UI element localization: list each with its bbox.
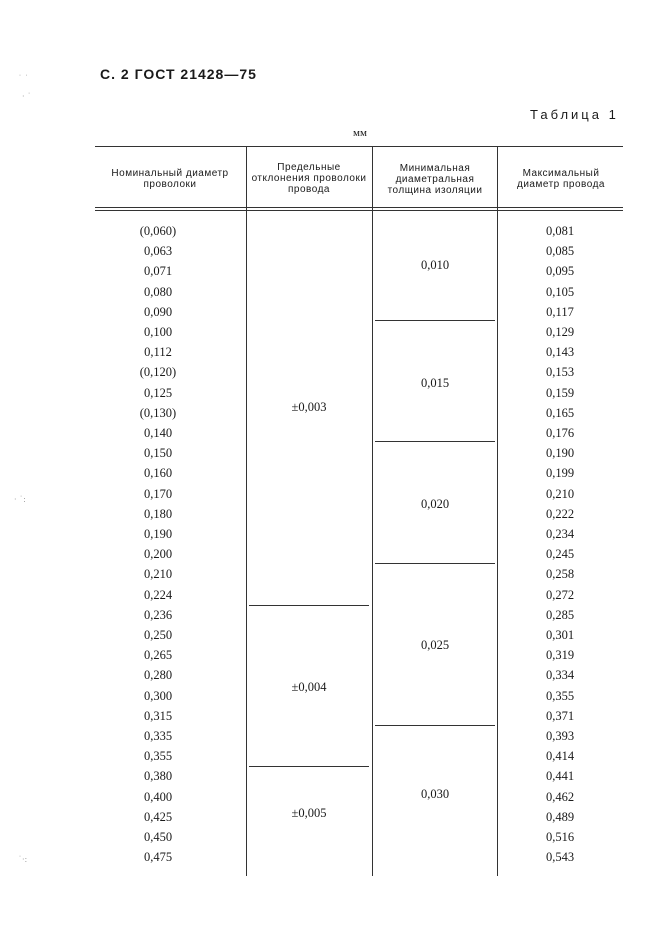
nominal-cell: 0,355: [143, 749, 173, 764]
max-diameter-cell: 0,095: [545, 264, 575, 279]
scan-speck: ˙·:: [18, 855, 28, 864]
max-diameter-cell: 0,285: [545, 607, 575, 622]
max-diameter-cell: 0,301: [545, 628, 575, 642]
max-diameter-cell: 0,234: [545, 527, 575, 541]
nominal-cell: 0,180: [143, 506, 173, 521]
nominal-cell: 0,300: [143, 688, 173, 703]
nominal-cell: 0,140: [143, 426, 173, 440]
column-divider: [372, 146, 373, 876]
column-header-max-diameter: Максимальный диаметр провода: [517, 168, 605, 190]
nominal-cell: 0,112: [144, 345, 172, 360]
insulation-cell: 0,020: [420, 497, 450, 511]
insulation-group-rule: [375, 563, 495, 564]
nominal-cell: 0,071: [143, 264, 173, 279]
nominal-cell: 0,425: [143, 809, 173, 824]
nominal-cell: 0,224: [143, 587, 173, 602]
nominal-cell: 0,080: [143, 284, 173, 299]
max-diameter-cell: 0,129: [545, 325, 575, 339]
nominal-cell: 0,160: [143, 466, 173, 481]
table-top-rule: [95, 146, 623, 147]
nominal-cell: 0,150: [143, 446, 173, 461]
max-diameter-cell: 0,085: [545, 244, 575, 259]
nominal-cell: 0,400: [143, 789, 173, 804]
insulation-cell: 0,030: [420, 787, 450, 801]
max-diameter-cell: 0,543: [545, 850, 575, 865]
insulation-group-rule: [375, 320, 495, 321]
nominal-cell: (0,130): [139, 405, 177, 420]
nominal-cell: 0,280: [143, 668, 173, 683]
max-diameter-cell: 0,258: [545, 567, 575, 582]
units-label: мм: [353, 127, 367, 139]
max-diameter-cell: 0,117: [546, 304, 574, 319]
max-diameter-cell: 0,143: [545, 345, 575, 360]
insulation-group-rule: [375, 441, 495, 442]
max-diameter-cell: 0,272: [545, 587, 575, 602]
nominal-cell: 0,475: [143, 850, 173, 865]
nominal-cell: 0,170: [143, 486, 173, 501]
max-diameter-cell: 0,393: [545, 729, 575, 743]
tolerance-group-rule: [249, 766, 369, 767]
column-divider: [246, 146, 247, 876]
max-diameter-cell: 0,199: [545, 466, 575, 481]
insulation-group-rule: [375, 725, 495, 726]
nominal-cell: 0,450: [143, 830, 173, 844]
max-diameter-cell: 0,105: [545, 284, 575, 299]
scan-speck: · ˙:: [14, 495, 26, 504]
max-diameter-cell: 0,441: [545, 769, 575, 784]
insulation-cell: 0,010: [420, 258, 450, 272]
tolerance-cell: ±0,005: [291, 806, 327, 820]
max-diameter-cell: 0,165: [545, 405, 575, 420]
column-header-insulation: Минимальная диаметральная толщина изоляции: [387, 163, 483, 196]
scan-speck: · ˙: [22, 92, 32, 101]
scan-speck: ˙ ˙: [18, 74, 29, 83]
insulation-cell: 0,015: [420, 376, 450, 390]
tolerance-group-rule: [249, 605, 369, 606]
max-diameter-cell: 0,371: [545, 708, 575, 723]
max-diameter-cell: 0,319: [545, 648, 575, 663]
max-diameter-cell: 0,190: [545, 446, 575, 461]
nominal-cell: 0,125: [143, 385, 173, 400]
max-diameter-cell: 0,516: [545, 830, 575, 844]
page-header: С. 2 ГОСТ 21428—75: [100, 66, 257, 82]
nominal-cell: 0,063: [143, 244, 173, 259]
column-header-tolerance: Предельные отклонения проволоки провода: [251, 162, 367, 195]
max-diameter-cell: 0,245: [545, 547, 575, 562]
max-diameter-cell: 0,489: [545, 809, 575, 824]
nominal-cell: 0,380: [143, 769, 173, 784]
header-rule: [95, 207, 623, 208]
nominal-cell: 0,265: [143, 648, 173, 663]
nominal-cell: 0,210: [143, 567, 173, 582]
tolerance-cell: ±0,004: [291, 680, 327, 694]
max-diameter-cell: 0,414: [545, 749, 575, 764]
insulation-cell: 0,025: [420, 638, 450, 652]
nominal-cell: 0,315: [143, 708, 173, 723]
nominal-cell: (0,120): [139, 365, 177, 380]
max-diameter-cell: 0,355: [545, 688, 575, 703]
column-divider: [497, 146, 498, 876]
max-diameter-cell: 0,081: [545, 224, 575, 238]
max-diameter-cell: 0,222: [545, 506, 575, 521]
nominal-cell: 0,250: [143, 628, 173, 642]
tolerance-cell: ±0,003: [291, 400, 327, 414]
max-diameter-cell: 0,462: [545, 789, 575, 804]
table-label: Таблица 1: [530, 107, 619, 122]
nominal-cell: 0,335: [143, 729, 173, 743]
max-diameter-cell: 0,334: [545, 668, 575, 683]
column-header-nominal: Номинальный диаметр проволоки: [111, 168, 229, 190]
header-rule-double: [95, 210, 623, 211]
nominal-cell: 0,090: [143, 304, 173, 319]
max-diameter-cell: 0,210: [545, 486, 575, 501]
nominal-cell: 0,200: [143, 547, 173, 562]
max-diameter-cell: 0,159: [545, 385, 575, 400]
nominal-cell: 0,190: [143, 527, 173, 541]
max-diameter-cell: 0,176: [545, 426, 575, 440]
nominal-cell: 0,100: [143, 325, 173, 339]
nominal-cell: (0,060): [139, 224, 177, 238]
nominal-cell: 0,236: [143, 607, 173, 622]
max-diameter-cell: 0,153: [545, 365, 575, 380]
